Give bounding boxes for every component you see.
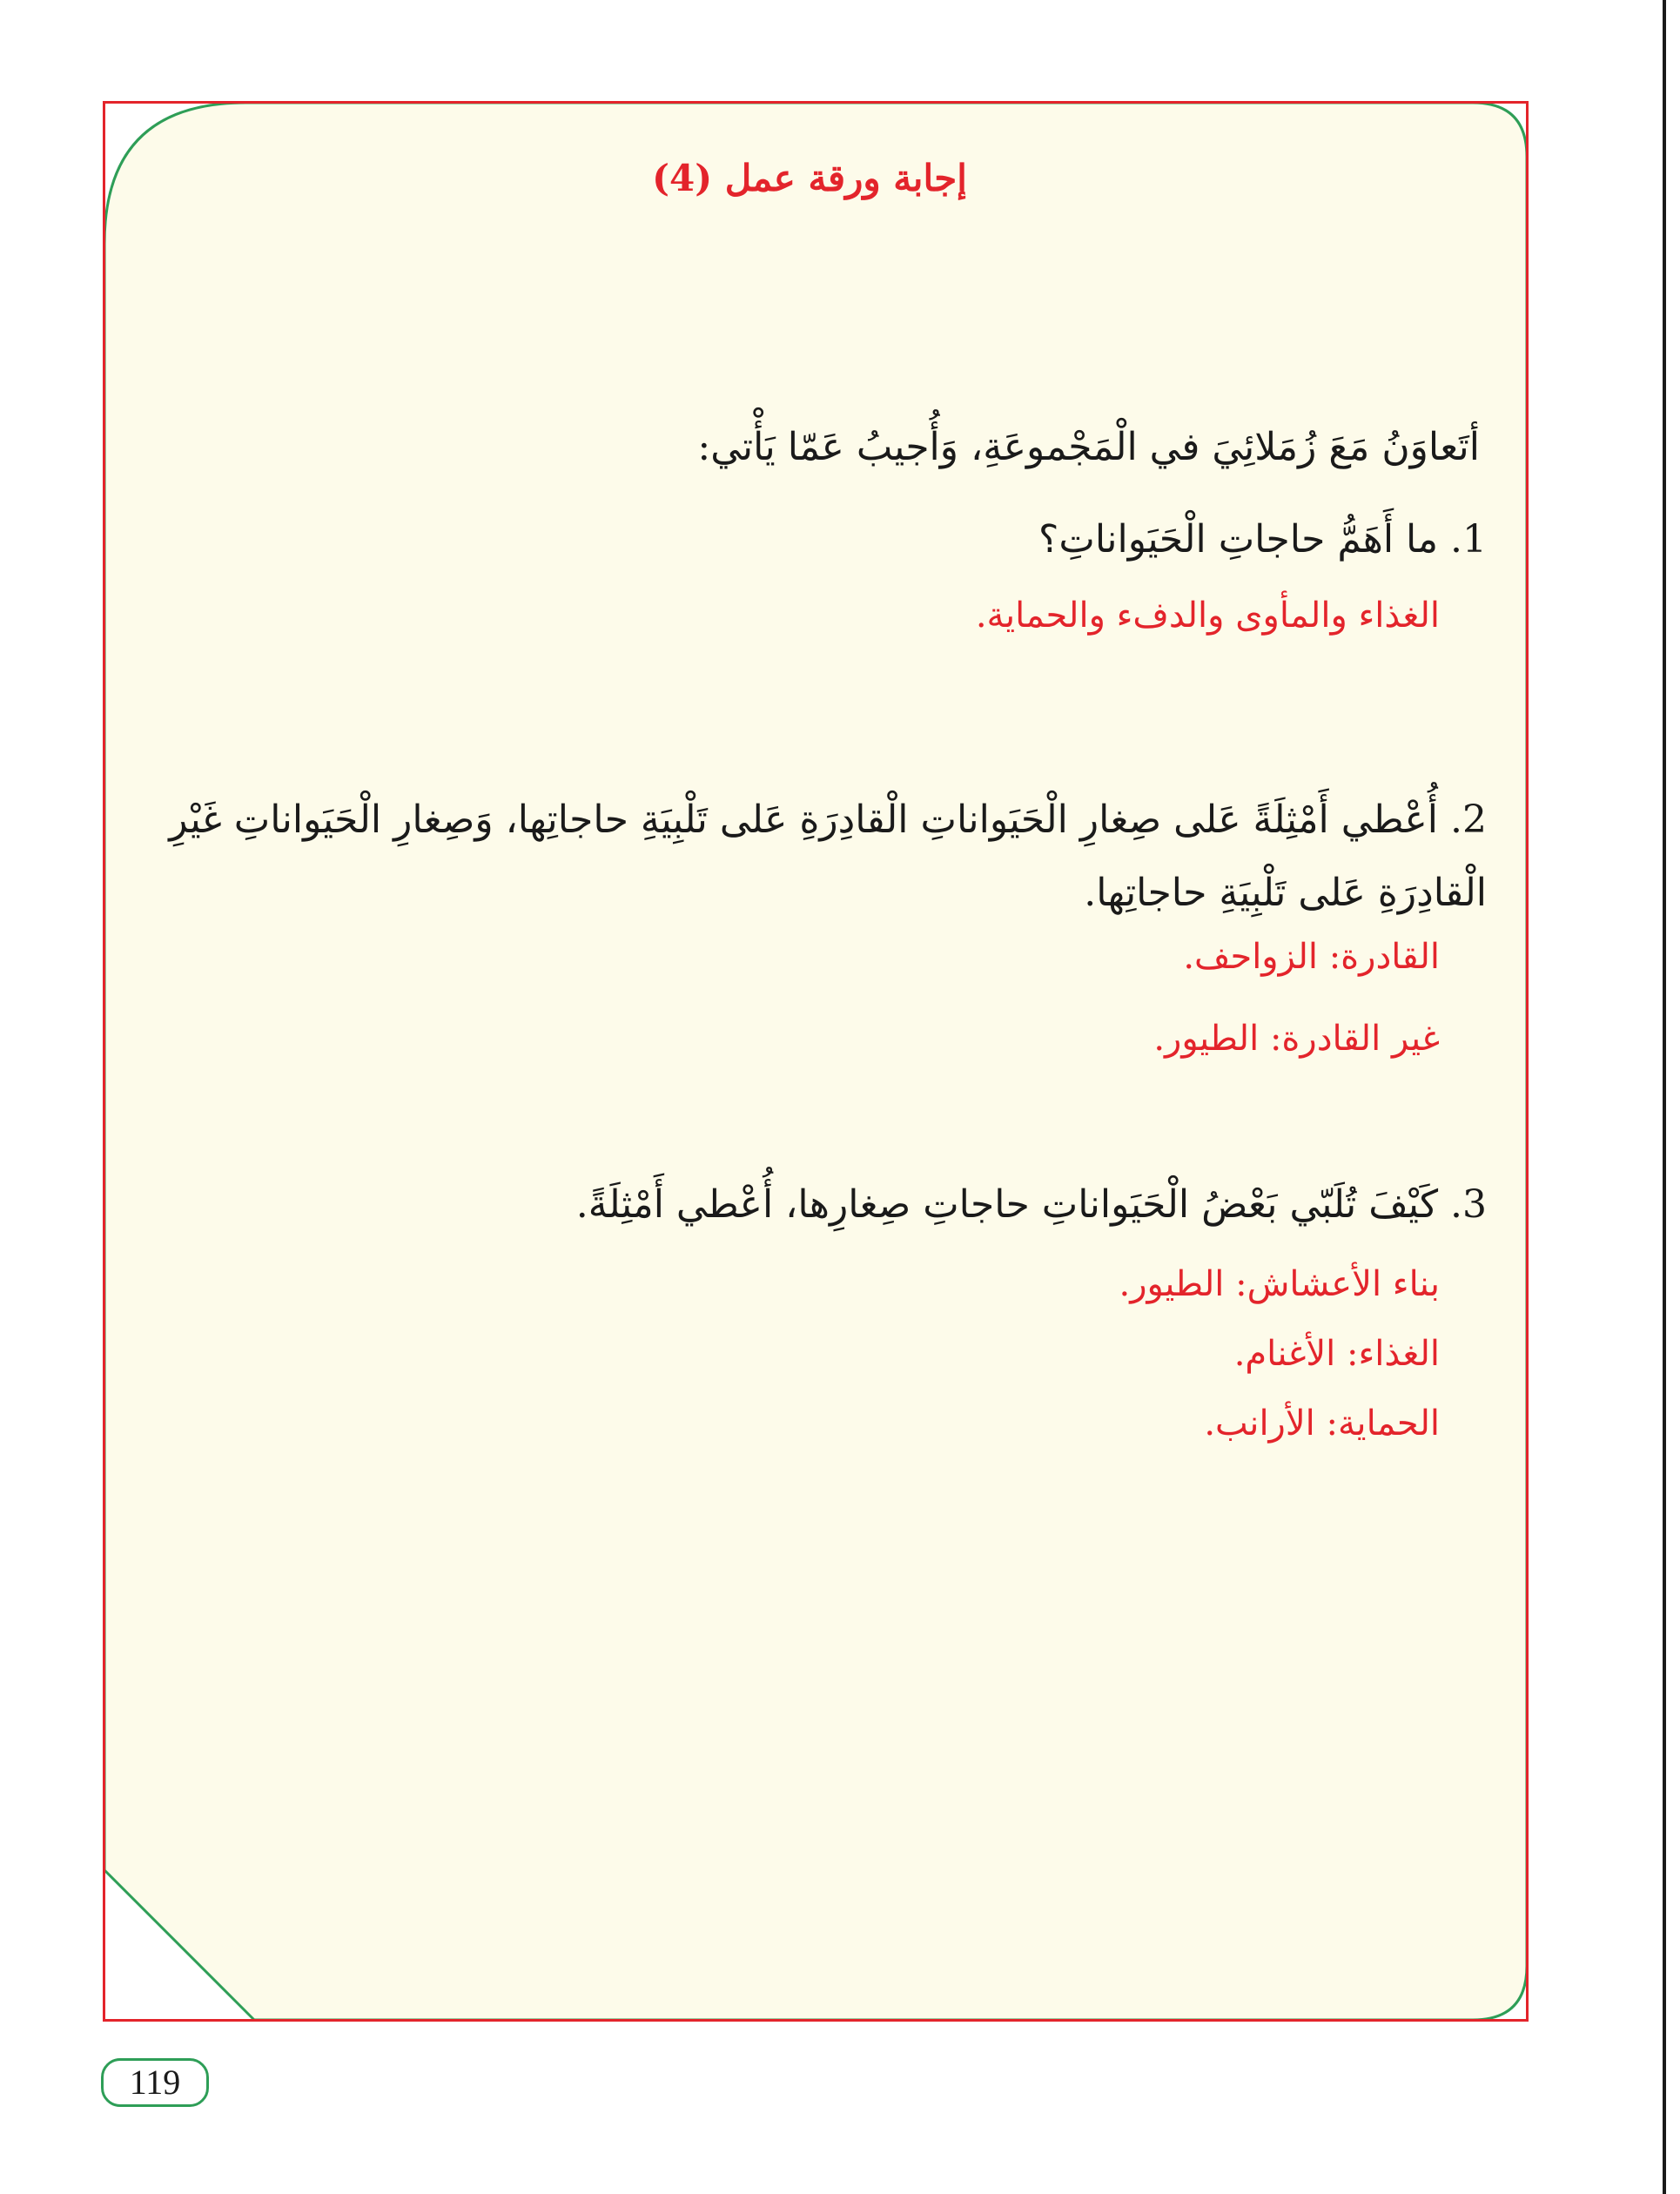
question-2: 2. أُعْطي أَمْثِلَةً عَلى صِغارِ الْحَيَواناتِ الْقادِرَةِ عَلى تَلْبِيَةِ حاجاتِها، وَصِغارِ الْحَيَواناتِ غَيْرِ الْقادِرَةِ عَلى تَلْبِيَةِ حاجاتِها. [169,798,1487,915]
intro-instruction: أتَعاوَنُ مَعَ زُمَلائِيَ في الْمَجْموعَةِ، وَأُجيبُ عَمّا يَأْتي: [697,425,1480,469]
answer-3b: الغذاء: الأغنام. [1233,1334,1440,1374]
answer-3a: بناء الأعشاش: الطيور. [1119,1264,1440,1304]
answer-2b: غير القادرة: الطيور. [1153,1019,1440,1059]
answer-2a: القادرة: الزواحف. [1183,937,1440,977]
question-3: 3. كَيْفَ تُلَبّي بَعْضُ الْحَيَواناتِ حاجاتِ صِغارِها، أُعْطي أَمْثِلَةً. [575,1182,1487,1227]
question-1: 1. ما أَهَمُّ حاجاتِ الْحَيَواناتِ؟ [1038,517,1487,562]
page-frame [103,101,1529,2022]
page-number: 119 [101,2058,209,2107]
worksheet-title: إجابة ورقة عمل (4) [652,157,967,199]
answer-1: الغذاء والمأوى والدفء والحماية. [975,596,1440,636]
answer-3c: الحماية: الأرانب. [1204,1403,1440,1444]
